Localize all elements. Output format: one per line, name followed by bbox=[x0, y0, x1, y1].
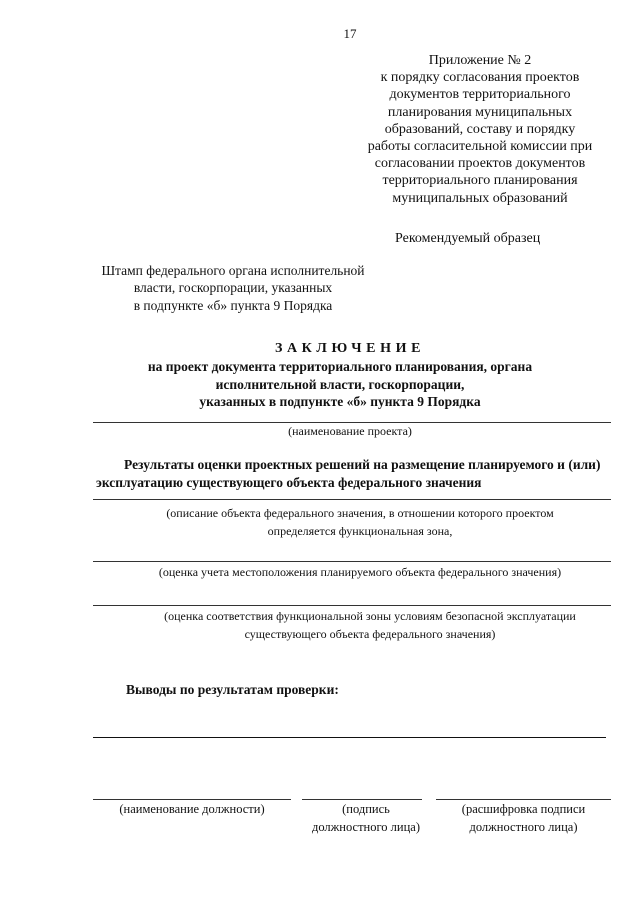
stamp-line: в подпункте «б» пункта 9 Порядка bbox=[133, 297, 333, 313]
conclusion-subtitle-line: указанных в подпункте «б» пункта 9 Порядка bbox=[199, 394, 481, 409]
appendix-line: планирования муниципальных bbox=[387, 104, 573, 120]
appendix-title: Приложение № 2 bbox=[428, 53, 532, 68]
project-name-caption: (наименование проекта) bbox=[288, 424, 412, 438]
conclusion-subtitle bbox=[130, 358, 550, 411]
stamp-line: Штамп федерального органа исполнительной bbox=[101, 263, 365, 278]
appendix-line: муниципальных образований bbox=[392, 190, 568, 206]
appendix-line: территориального планирования bbox=[382, 173, 578, 189]
appendix-header bbox=[330, 52, 630, 207]
caption-line: определяется функциональная зона, bbox=[267, 523, 453, 538]
signature-caption bbox=[296, 801, 436, 836]
zone-compliance-line[interactable] bbox=[93, 605, 611, 606]
caption-line: (наименование должности) bbox=[119, 802, 265, 816]
position-caption bbox=[93, 801, 291, 819]
project-name-line[interactable] bbox=[93, 422, 611, 423]
appendix-line: образований, составу и порядку bbox=[384, 121, 576, 137]
results-title bbox=[96, 456, 612, 491]
signature-line[interactable] bbox=[302, 799, 422, 800]
results-title-line: эксплуатацию существующего объекта федерального значения bbox=[96, 474, 482, 490]
conclusion-subtitle-line: на проект документа территориального планирования, органа bbox=[147, 359, 533, 374]
conclusion-heading: ЗАКЛЮЧЕНИЕ bbox=[274, 341, 426, 356]
conclusions-label: Выводы по результатам проверки: bbox=[126, 682, 339, 697]
object-description-line[interactable] bbox=[93, 499, 611, 500]
page-number: 17 bbox=[343, 26, 357, 41]
decoding-line[interactable] bbox=[436, 799, 611, 800]
caption-line: (оценка соответствия функциональной зоны условиям безопасной эксплуатации bbox=[164, 609, 576, 623]
stamp-line: власти, госкорпорации, указанных bbox=[133, 280, 333, 296]
caption-line: должностного лица) bbox=[311, 819, 421, 834]
conclusion-subtitle-line: исполнительной власти, госкорпорации, bbox=[215, 376, 465, 392]
appendix-line: к порядку согласования проектов bbox=[380, 70, 580, 86]
conclusions-line[interactable] bbox=[93, 737, 606, 738]
position-line[interactable] bbox=[93, 799, 291, 800]
appendix-line: согласовании проектов документов bbox=[374, 156, 586, 172]
caption-line: существующего объекта федерального значения) bbox=[244, 626, 496, 641]
decoding-caption bbox=[436, 801, 611, 836]
zone-compliance-caption bbox=[130, 608, 610, 643]
caption-line: (подпись bbox=[342, 802, 390, 816]
stamp-block bbox=[88, 262, 378, 314]
caption-line: (расшифровка подписи bbox=[461, 802, 586, 816]
appendix-line: документов территориального bbox=[389, 87, 571, 103]
object-description-caption bbox=[130, 505, 590, 540]
caption-line: (описание объекта федерального значения, в отношении которого проектом bbox=[166, 506, 554, 520]
location-caption: (оценка учета местоположения планируемого объекта федерального значения) bbox=[158, 565, 562, 579]
recommended-sample-label: Рекомендуемый образец bbox=[395, 231, 541, 246]
location-line[interactable] bbox=[93, 561, 611, 562]
caption-line: должностного лица) bbox=[469, 819, 578, 834]
appendix-line: работы согласительной комиссии при bbox=[367, 139, 593, 155]
results-title-line: Результаты оценки проектных решений на размещение планируемого и (или) bbox=[124, 457, 601, 472]
